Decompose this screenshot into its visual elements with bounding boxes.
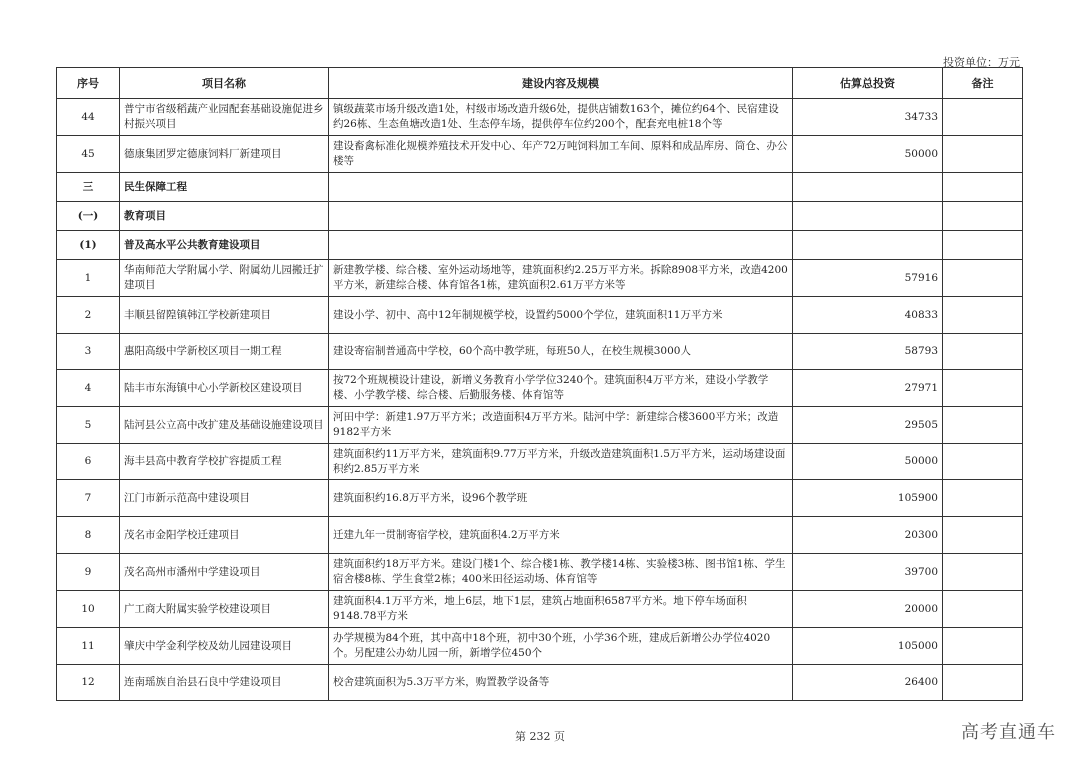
cell-content-scale: 建设寄宿制普通高中学校，60个高中教学班，每班50人，在校生规模3000人 bbox=[329, 334, 793, 370]
section-row bbox=[57, 202, 1023, 231]
cell-no: 2 bbox=[57, 297, 120, 334]
cell-project-name: 德康集团罗定德康饲料厂新建项目 bbox=[120, 136, 329, 173]
cell-total-investment bbox=[793, 202, 943, 231]
cell-total-investment: 27971 bbox=[793, 370, 943, 407]
cell-content-scale: 建设畜禽标准化规模养殖技术开发中心、年产72万吨饲料加工车间、原料和成品库房、筒仓、办公楼等 bbox=[329, 136, 793, 173]
cell-remark bbox=[943, 444, 1023, 480]
cell-remark bbox=[943, 136, 1023, 173]
table-body bbox=[57, 99, 1023, 701]
table-row bbox=[57, 444, 1023, 480]
cell-remark bbox=[943, 297, 1023, 334]
cell-remark bbox=[943, 173, 1023, 202]
table-row bbox=[57, 99, 1023, 136]
cell-no: 3 bbox=[57, 334, 120, 370]
table-row bbox=[57, 591, 1023, 628]
section-row bbox=[57, 173, 1023, 202]
cell-project-name: 茂名市金阳学校迁建项目 bbox=[120, 517, 329, 554]
cell-no: 12 bbox=[57, 665, 120, 701]
header-content-scale: 建设内容及规模 bbox=[329, 68, 793, 99]
cell-no: 1 bbox=[57, 260, 120, 297]
cell-remark bbox=[943, 628, 1023, 665]
cell-total-investment: 20000 bbox=[793, 591, 943, 628]
cell-content-scale: 按72个班规模设计建设，新增义务教育小学学位3240个。建筑面积4万平方米，建设小学教学楼、小学教学楼、综合楼、后勤服务楼、体育馆等 bbox=[329, 370, 793, 407]
cell-total-investment bbox=[793, 173, 943, 202]
cell-remark bbox=[943, 407, 1023, 444]
cell-content-scale: 建筑面积4.1万平方米，地上6层，地下1层，建筑占地面积6587平方米。地下停车场面积9148.78平方米 bbox=[329, 591, 793, 628]
cell-content-scale bbox=[329, 173, 793, 202]
cell-total-investment: 29505 bbox=[793, 407, 943, 444]
cell-total-investment: 57916 bbox=[793, 260, 943, 297]
table-row bbox=[57, 407, 1023, 444]
cell-project-name: 华南师范大学附属小学、附属幼儿园搬迁扩建项目 bbox=[120, 260, 329, 297]
cell-content-scale: 校舍建筑面积为5.3万平方米，购置教学设备等 bbox=[329, 665, 793, 701]
cell-remark bbox=[943, 370, 1023, 407]
cell-project-name: 陆河县公立高中改扩建及基础设施建设项目 bbox=[120, 407, 329, 444]
cell-no: 5 bbox=[57, 407, 120, 444]
cell-remark bbox=[943, 231, 1023, 260]
cell-remark bbox=[943, 260, 1023, 297]
table-row bbox=[57, 260, 1023, 297]
cell-content-scale: 建设小学、初中、高中12年制规模学校，设置约5000个学位，建筑面积11万平方米 bbox=[329, 297, 793, 334]
table-row bbox=[57, 334, 1023, 370]
page-number: 第 232 页 bbox=[515, 730, 565, 743]
cell-content-scale: 新建教学楼、综合楼、室外运动场地等，建筑面积约2.25万平方米。拆除8908平方米，改造4200平方米，新建综合楼、体育馆各1栋，建筑面积2.61万平方米等 bbox=[329, 260, 793, 297]
cell-no: 11 bbox=[57, 628, 120, 665]
header-total-investment: 估算总投资 bbox=[793, 68, 943, 99]
project-table bbox=[56, 67, 1023, 701]
table-row bbox=[57, 554, 1023, 591]
cell-no: (1) bbox=[57, 231, 120, 260]
cell-total-investment: 105900 bbox=[793, 480, 943, 517]
cell-remark bbox=[943, 334, 1023, 370]
cell-total-investment bbox=[793, 231, 943, 260]
table-row bbox=[57, 480, 1023, 517]
cell-content-scale: 镇级蔬菜市场升级改造1处，村级市场改造升级6处，提供店铺数163个，摊位约64个、民宿建设约26栋、生态鱼塘改造1处、生态停车场，提供停车位约200个，配套充电桩18个等 bbox=[329, 99, 793, 136]
section-row bbox=[57, 231, 1023, 260]
cell-total-investment: 40833 bbox=[793, 297, 943, 334]
cell-remark bbox=[943, 480, 1023, 517]
table-row bbox=[57, 297, 1023, 334]
cell-content-scale: 迁建九年一贯制寄宿学校，建筑面积4.2万平方米 bbox=[329, 517, 793, 554]
cell-remark bbox=[943, 554, 1023, 591]
cell-project-name: 普及高水平公共教育建设项目 bbox=[120, 231, 329, 260]
cell-remark bbox=[943, 202, 1023, 231]
cell-remark bbox=[943, 665, 1023, 701]
cell-project-name: 茂名高州市潘州中学建设项目 bbox=[120, 554, 329, 591]
cell-no: 4 bbox=[57, 370, 120, 407]
cell-remark bbox=[943, 99, 1023, 136]
cell-no: 三 bbox=[57, 173, 120, 202]
cell-content-scale: 建筑面积约18万平方米。建设门楼1个、综合楼1栋、教学楼14栋、实验楼3栋、图书馆1栋、学生宿舍楼8栋、学生食堂2栋；400米田径运动场、体育馆等 bbox=[329, 554, 793, 591]
cell-content-scale: 办学规模为84个班，其中高中18个班，初中30个班，小学36个班，建成后新增公办学位4020个。另配建公办幼儿园一所，新增学位450个 bbox=[329, 628, 793, 665]
table-header-row bbox=[57, 68, 1023, 99]
cell-project-name: 普宁市省级稻蔬产业园配套基础设施促进乡村振兴项目 bbox=[120, 99, 329, 136]
cell-total-investment: 58793 bbox=[793, 334, 943, 370]
cell-no: 44 bbox=[57, 99, 120, 136]
cell-project-name: 民生保障工程 bbox=[120, 173, 329, 202]
cell-no: 8 bbox=[57, 517, 120, 554]
cell-project-name: 广工商大附属实验学校建设项目 bbox=[120, 591, 329, 628]
header-no: 序号 bbox=[57, 68, 120, 99]
cell-no: 7 bbox=[57, 480, 120, 517]
cell-content-scale bbox=[329, 202, 793, 231]
cell-total-investment: 105000 bbox=[793, 628, 943, 665]
table-row bbox=[57, 136, 1023, 173]
cell-no: 9 bbox=[57, 554, 120, 591]
cell-total-investment: 20300 bbox=[793, 517, 943, 554]
header-project-name: 项目名称 bbox=[120, 68, 329, 99]
cell-no: 10 bbox=[57, 591, 120, 628]
table-row bbox=[57, 517, 1023, 554]
cell-content-scale bbox=[329, 231, 793, 260]
watermark: 高考直通车 bbox=[961, 722, 1056, 743]
cell-total-investment: 39700 bbox=[793, 554, 943, 591]
cell-content-scale: 建筑面积约16.8万平方米，设96个教学班 bbox=[329, 480, 793, 517]
cell-total-investment: 50000 bbox=[793, 444, 943, 480]
table-row bbox=[57, 628, 1023, 665]
cell-project-name: 丰顺县留隍镇韩江学校新建项目 bbox=[120, 297, 329, 334]
cell-total-investment: 50000 bbox=[793, 136, 943, 173]
cell-content-scale: 河田中学：新建1.97万平方米；改造面积4万平方米。陆河中学：新建综合楼3600平方米；改造9182平方米 bbox=[329, 407, 793, 444]
cell-project-name: 惠阳高级中学新校区项目一期工程 bbox=[120, 334, 329, 370]
cell-no: 45 bbox=[57, 136, 120, 173]
table-row bbox=[57, 665, 1023, 701]
cell-no: 6 bbox=[57, 444, 120, 480]
cell-total-investment: 34733 bbox=[793, 99, 943, 136]
cell-project-name: 连南瑶族自治县石良中学建设项目 bbox=[120, 665, 329, 701]
cell-project-name: 江门市新示范高中建设项目 bbox=[120, 480, 329, 517]
cell-project-name: 肇庆中学金利学校及幼儿园建设项目 bbox=[120, 628, 329, 665]
cell-remark bbox=[943, 517, 1023, 554]
table-row bbox=[57, 370, 1023, 407]
cell-content-scale: 建筑面积约11万平方米，建筑面积9.77万平方米，升级改造建筑面积1.5万平方米，运动场建设面积约2.85万平方米 bbox=[329, 444, 793, 480]
cell-no: (一) bbox=[57, 202, 120, 231]
cell-project-name: 海丰县高中教育学校扩容提质工程 bbox=[120, 444, 329, 480]
cell-project-name: 教育项目 bbox=[120, 202, 329, 231]
cell-remark bbox=[943, 591, 1023, 628]
header-remark: 备注 bbox=[943, 68, 1023, 99]
cell-total-investment: 26400 bbox=[793, 665, 943, 701]
cell-project-name: 陆丰市东海镇中心小学新校区建设项目 bbox=[120, 370, 329, 407]
investment-unit-label: 投资单位：万元 bbox=[943, 56, 1020, 69]
